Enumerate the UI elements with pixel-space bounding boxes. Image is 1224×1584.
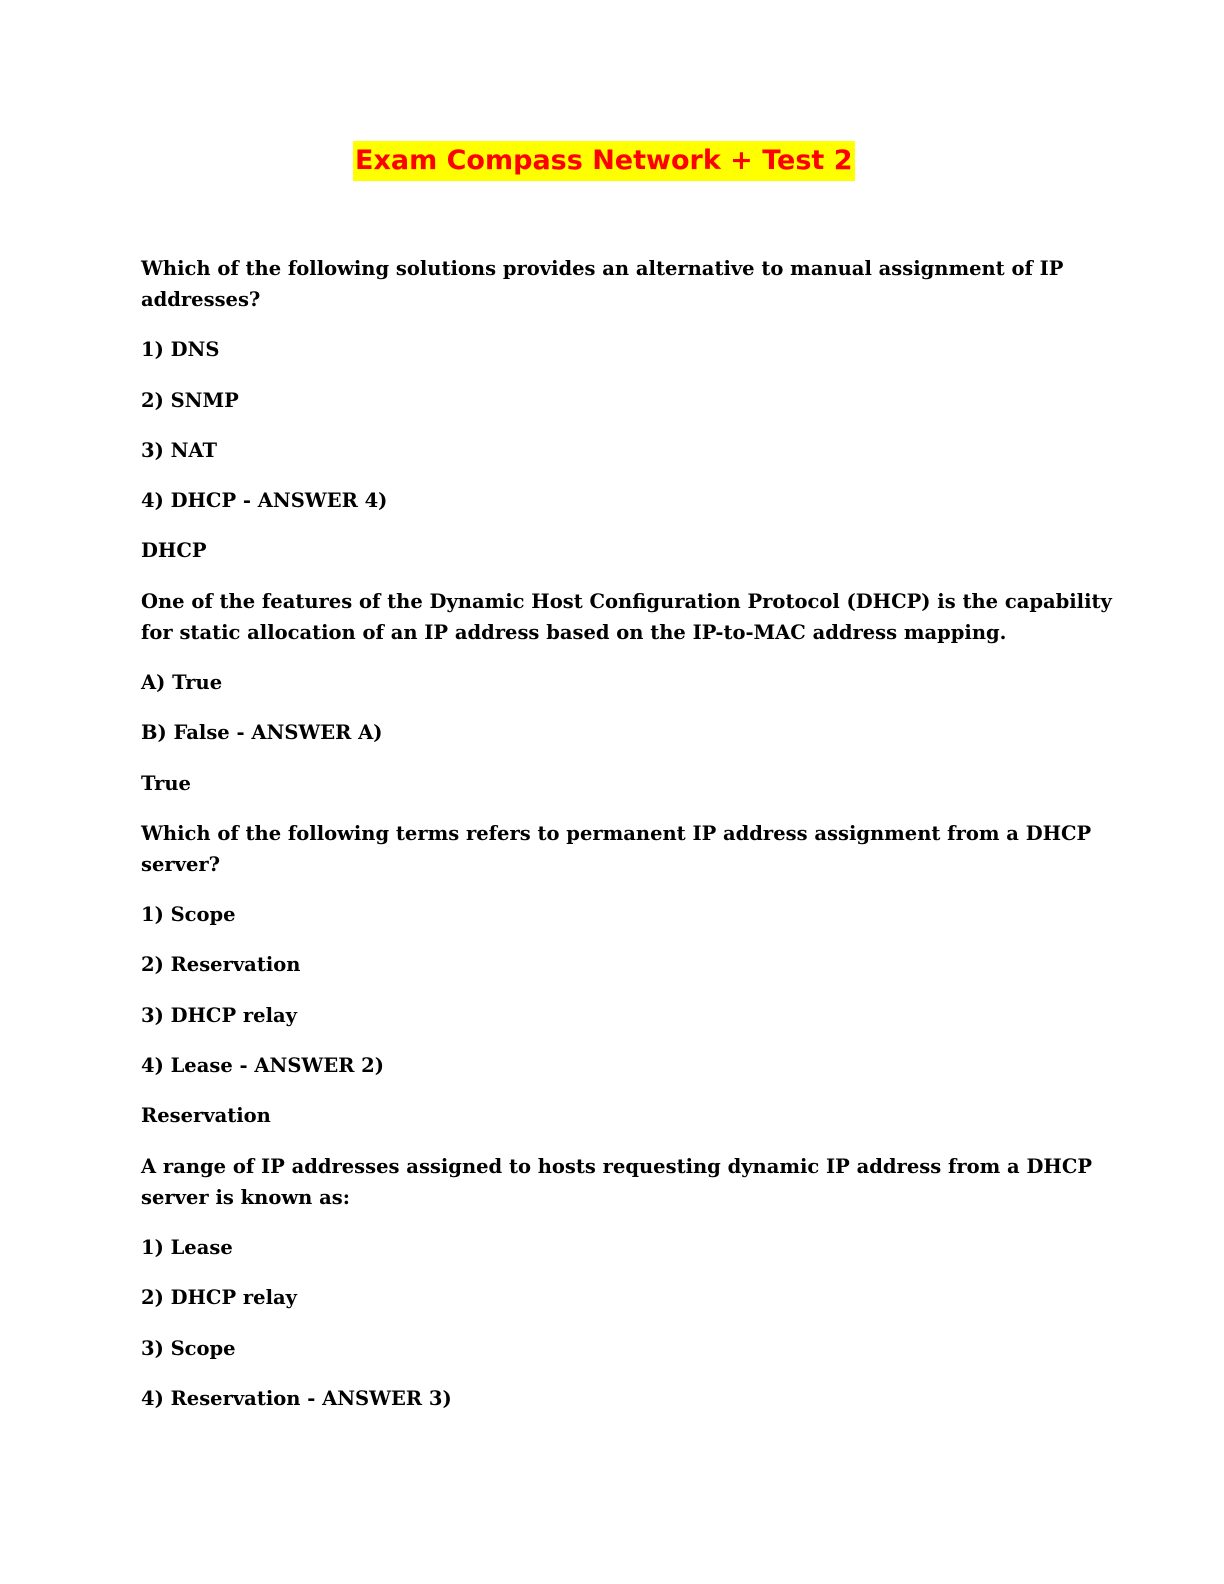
question-2-text-line-1: One of the features of the Dynamic Host Configuration Protocol (DHCP) is the capability <box>141 590 1112 613</box>
question-3-text-line-1: Which of the following terms refers to permanent IP address assignment from a DHCP <box>141 822 1092 845</box>
question-3-option-3: 3) DHCP relay <box>141 1004 297 1027</box>
question-1-option-3: 3) NAT <box>141 439 217 462</box>
question-1-text-line-1: Which of the following solutions provides an alternative to manual assignment of IP <box>141 257 1064 280</box>
question-1-text-line-2: addresses? <box>141 288 261 311</box>
question-2-text-line-2: for static allocation of an IP address based on the IP-to-MAC address mapping. <box>141 621 1007 644</box>
question-3-option-4-answer: 4) Lease - ANSWER 2) <box>141 1054 384 1077</box>
question-4-option-2: 2) DHCP relay <box>141 1286 297 1309</box>
question-3-answer-text: Reservation <box>141 1104 271 1127</box>
question-1-option-2: 2) SNMP <box>141 389 239 412</box>
question-3-text-line-2: server? <box>141 853 221 876</box>
question-4-text-line-1: A range of IP addresses assigned to hosts requesting dynamic IP address from a DHCP <box>141 1155 1092 1178</box>
question-2-answer-text: True <box>141 772 191 795</box>
question-1-option-1: 1) DNS <box>141 338 220 361</box>
document-title: Exam Compass Network + Test 2 <box>353 141 855 181</box>
question-4-text-line-2: server is known as: <box>141 1186 350 1209</box>
question-4-option-4-answer: 4) Reservation - ANSWER 3) <box>141 1387 452 1410</box>
question-4-option-1: 1) Lease <box>141 1236 233 1259</box>
question-4-option-3: 3) Scope <box>141 1337 236 1360</box>
question-1-option-4-answer: 4) DHCP - ANSWER 4) <box>141 489 388 512</box>
question-3-option-2: 2) Reservation <box>141 953 301 976</box>
question-1-answer-text: DHCP <box>141 539 207 562</box>
question-3-option-1: 1) Scope <box>141 903 236 926</box>
question-2-option-b-answer: B) False - ANSWER A) <box>141 721 383 744</box>
question-2-option-a: A) True <box>141 671 223 694</box>
